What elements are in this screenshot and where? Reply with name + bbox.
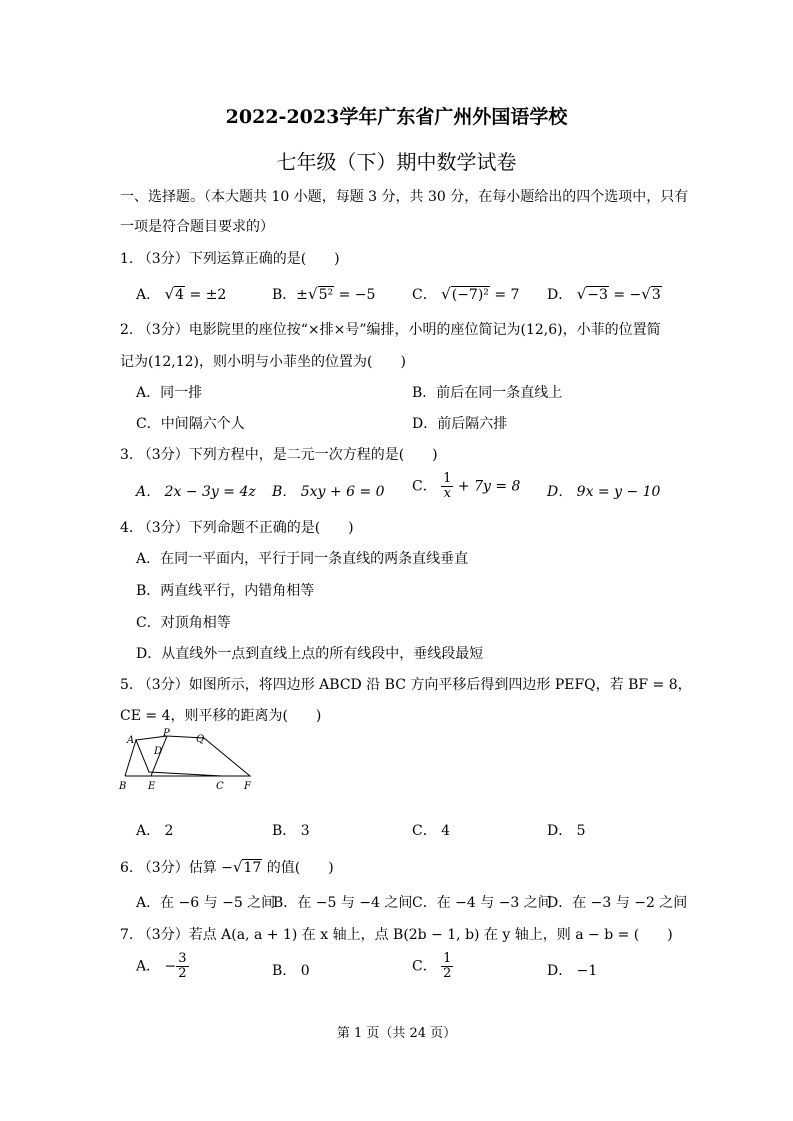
question-3-option-d: D． 9x = y − 10 <box>547 484 661 500</box>
exam-title-line2: 七年级（下）期中数学试卷 <box>276 150 517 174</box>
question-4-stem: 4. （3分）下列命题不正确的是( ) <box>120 520 354 536</box>
question-2-option-b: B．前后在同一条直线上 <box>412 385 563 401</box>
question-2-option-d: D．前后隔六排 <box>412 416 508 432</box>
stem-suffix: 的值( ) <box>262 860 334 876</box>
denominator: 2 <box>178 966 187 981</box>
option-label: C． <box>412 478 437 495</box>
question-6-stem <box>120 857 334 877</box>
radical: √17 <box>232 858 262 876</box>
radicand: 5² <box>318 287 334 303</box>
question-3-stem: 3. （3分）下列方程中，是二元一次方程的是( ) <box>120 447 438 463</box>
question-3-option-a: A． 2x − 3y = 4z <box>136 484 256 500</box>
question-4-option-d: D．从直线外一点到直线上点的所有线段中，垂线段最短 <box>136 646 484 662</box>
question-5-stem-line2: CE = 4，则平移的距离为( ) <box>120 708 322 724</box>
section-header-line2: 一项是符合题目要求的） <box>120 219 274 235</box>
denominator: x <box>443 486 451 501</box>
radical: √5² <box>308 285 334 303</box>
question-7-stem: 7. （3分）若点 A(a, a + 1) 在 x 轴上，点 B(2b − 1, b) 在 y 轴上，则 a − b = ( ) <box>120 927 673 943</box>
option-rest: = 7 <box>489 287 520 303</box>
question-6-option-d: D．在 −3 与 −2 之间 <box>547 895 688 911</box>
radical: √(−7)² <box>441 285 489 303</box>
question-1-option-c <box>412 284 519 304</box>
question-4-option-b: B．两直线平行，内错角相等 <box>136 583 315 599</box>
option-label: D． <box>547 287 573 303</box>
option-mid: = − <box>608 287 642 303</box>
radicand: −3 <box>587 287 608 303</box>
question-2-option-c: C．中间隔六个人 <box>136 416 245 432</box>
radical: √3 <box>641 285 661 303</box>
question-7-option-b: B． 0 <box>272 963 310 979</box>
question-1-option-d <box>547 284 662 304</box>
question-5-option-a: A． 2 <box>136 823 174 839</box>
radicand: 17 <box>243 860 262 876</box>
question-6-option-b: B．在 −5 与 −4 之间 <box>273 895 413 911</box>
question-7-option-a <box>136 952 189 981</box>
radical: √−3 <box>576 285 608 303</box>
radicand: 3 <box>651 287 661 303</box>
question-2-option-a: A．同一排 <box>136 385 203 401</box>
question-3-option-b: B． 5xy + 6 = 0 <box>272 484 385 500</box>
label-b: B <box>119 781 127 792</box>
quadrilateral-abcd <box>125 740 222 776</box>
question-4-option-c: C．对顶角相等 <box>136 615 231 631</box>
question-7-option-d: D． −1 <box>547 963 598 979</box>
radicand: 4 <box>175 287 185 303</box>
question-4-option-a: A．在同一平面内，平行于同一条直线的两条直线垂直 <box>136 551 469 567</box>
translation-figure <box>114 726 264 796</box>
label-c: C <box>216 781 224 792</box>
question-5-stem-line1: 5. （3分）如图所示，将四边形 ABCD 沿 BC 方向平移后得到四边形 PEFQ，若 BF = 8， <box>120 677 692 693</box>
option-rest: + 7y = 8 <box>453 478 521 495</box>
label-q: Q <box>196 734 205 745</box>
denominator: 2 <box>443 966 452 981</box>
question-1-stem: 1. （3分）下列运算正确的是( ) <box>120 251 340 267</box>
option-rest: = ±2 <box>185 287 227 303</box>
label-d: D <box>154 746 163 757</box>
section-header-line1: 一、选择题。（本大题共 10 小题，每题 3 分，共 30 分，在每小题给出的四个选项中，只有 <box>120 189 689 205</box>
stem-prefix: 6. （3分）估算 − <box>120 860 233 876</box>
radicand: (−7)² <box>451 287 489 303</box>
option-label: C． <box>412 287 437 303</box>
fraction <box>176 952 188 981</box>
question-5-option-c: C． 4 <box>412 823 451 839</box>
question-7-option-c <box>412 952 453 981</box>
option-rest: = −5 <box>334 287 376 303</box>
label-a: A <box>127 735 135 746</box>
label-e: E <box>148 781 156 792</box>
numerator: 1 <box>443 471 452 486</box>
fraction <box>441 472 453 501</box>
fraction <box>441 952 453 981</box>
option-label: C． <box>412 958 437 975</box>
question-3-option-c <box>412 472 520 501</box>
question-1-option-b <box>272 284 375 304</box>
question-5-option-d: D． 5 <box>547 823 586 839</box>
option-label: A． <box>136 287 161 303</box>
question-6-option-a: A．在 −6 与 −5 之间 <box>136 895 276 911</box>
label-f: F <box>244 781 251 792</box>
label-p: P <box>163 728 170 739</box>
option-label: B． <box>272 287 297 303</box>
question-1-option-a <box>136 284 226 304</box>
exam-title-line1: 2022-2023学年广东省广州外国语学校 <box>225 106 568 128</box>
radical: √4 <box>164 285 185 303</box>
numerator: 3 <box>178 951 187 966</box>
question-2-stem-line2: 记为(12,12)，则小明与小菲坐的位置为( ) <box>120 354 406 370</box>
page-footer: 第 1 页（共 24 页） <box>336 1026 457 1041</box>
question-2-stem-line1: 2. （3分）电影院里的座位按“×排×号”编排，小明的座位简记为(12,6)，小菲的位置简 <box>120 322 661 338</box>
numerator: 1 <box>443 951 452 966</box>
option-prefix: ± <box>296 287 309 303</box>
option-label: A． − <box>136 958 177 975</box>
question-6-option-c: C．在 −4 与 −3 之间 <box>412 895 552 911</box>
question-5-option-b: B． 3 <box>272 823 310 839</box>
